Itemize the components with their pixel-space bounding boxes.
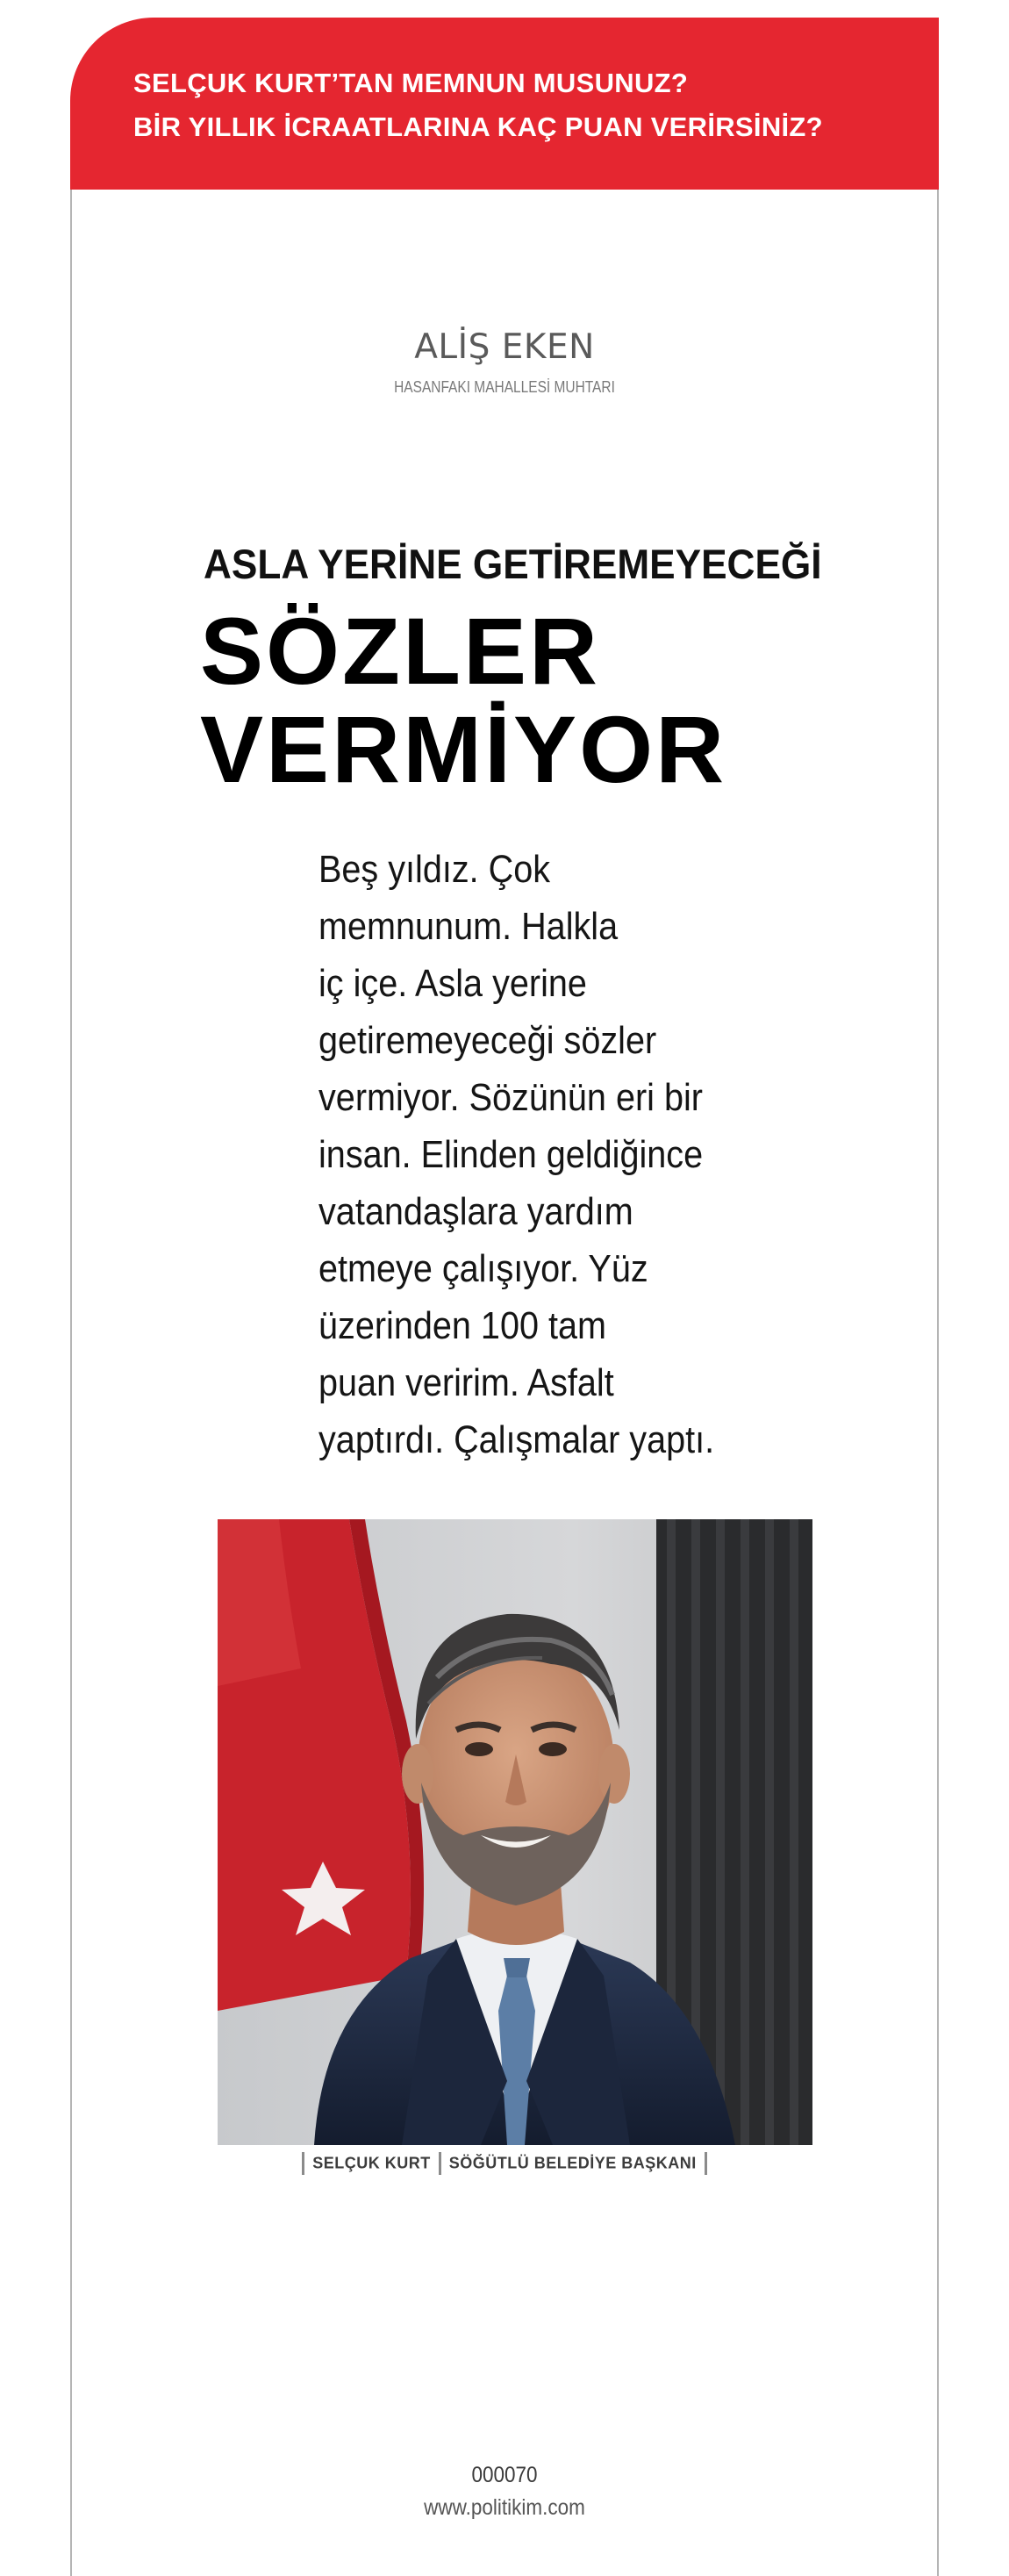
article-body-line: memnunum. Halkla xyxy=(318,905,619,948)
photo-caption xyxy=(0,2152,1009,2175)
caption-divider xyxy=(302,2152,304,2175)
page-frame-right-border xyxy=(937,189,939,2576)
article-body-line: vermiyor. Sözünün eri bir xyxy=(318,1076,703,1119)
caption-divider xyxy=(439,2152,441,2175)
headline-line-1: SÖZLER xyxy=(200,598,601,704)
headline-line-2: VERMİYOR xyxy=(200,696,727,802)
portrait-photo xyxy=(218,1519,812,2145)
page-frame-left-border xyxy=(70,189,72,2576)
caption-title: SÖĞÜTLÜ BELEDİYE BAŞKANI xyxy=(448,2154,697,2172)
article-body-line: etmeye çalışıyor. Yüz xyxy=(318,1247,648,1290)
page-code: 000070 xyxy=(471,2463,538,2487)
respondent-role: HASANFAKI MAHALLESİ MUHTARI xyxy=(394,378,615,396)
article-body xyxy=(318,841,775,1468)
caption-name: SELÇUK KURT xyxy=(312,2154,431,2172)
banner-question-line-2: BİR YILLIK İCRAATLARINA KAÇ PUAN VERİRSİNİZ? xyxy=(133,111,823,142)
headline-kicker: ASLA YERİNE GETİREMEYECEĞİ xyxy=(204,541,822,587)
respondent-name: ALİŞ EKEN xyxy=(414,327,595,367)
question-banner xyxy=(70,18,939,190)
article-body-line: üzerinden 100 tam xyxy=(318,1304,607,1347)
article-body-line: yaptırdı. Çalışmalar yaptı. xyxy=(318,1418,715,1461)
article-body-line: getiremeyeceği sözler xyxy=(318,1019,657,1062)
article-body-line: puan veririm. Asfalt xyxy=(318,1361,614,1404)
article-body-line: iç içe. Asla yerine xyxy=(318,962,587,1005)
banner-question-line-1: SELÇUK KURT’TAN MEMNUN MUSUNUZ? xyxy=(133,68,689,98)
article-body-line: insan. Elinden geldiğince xyxy=(318,1133,704,1176)
article-body-line: Beş yıldız. Çok xyxy=(318,848,551,891)
website-url: www.politikim.com xyxy=(424,2495,585,2520)
caption-divider xyxy=(705,2152,707,2175)
article-body-line: vatandaşlara yardım xyxy=(318,1190,633,1233)
